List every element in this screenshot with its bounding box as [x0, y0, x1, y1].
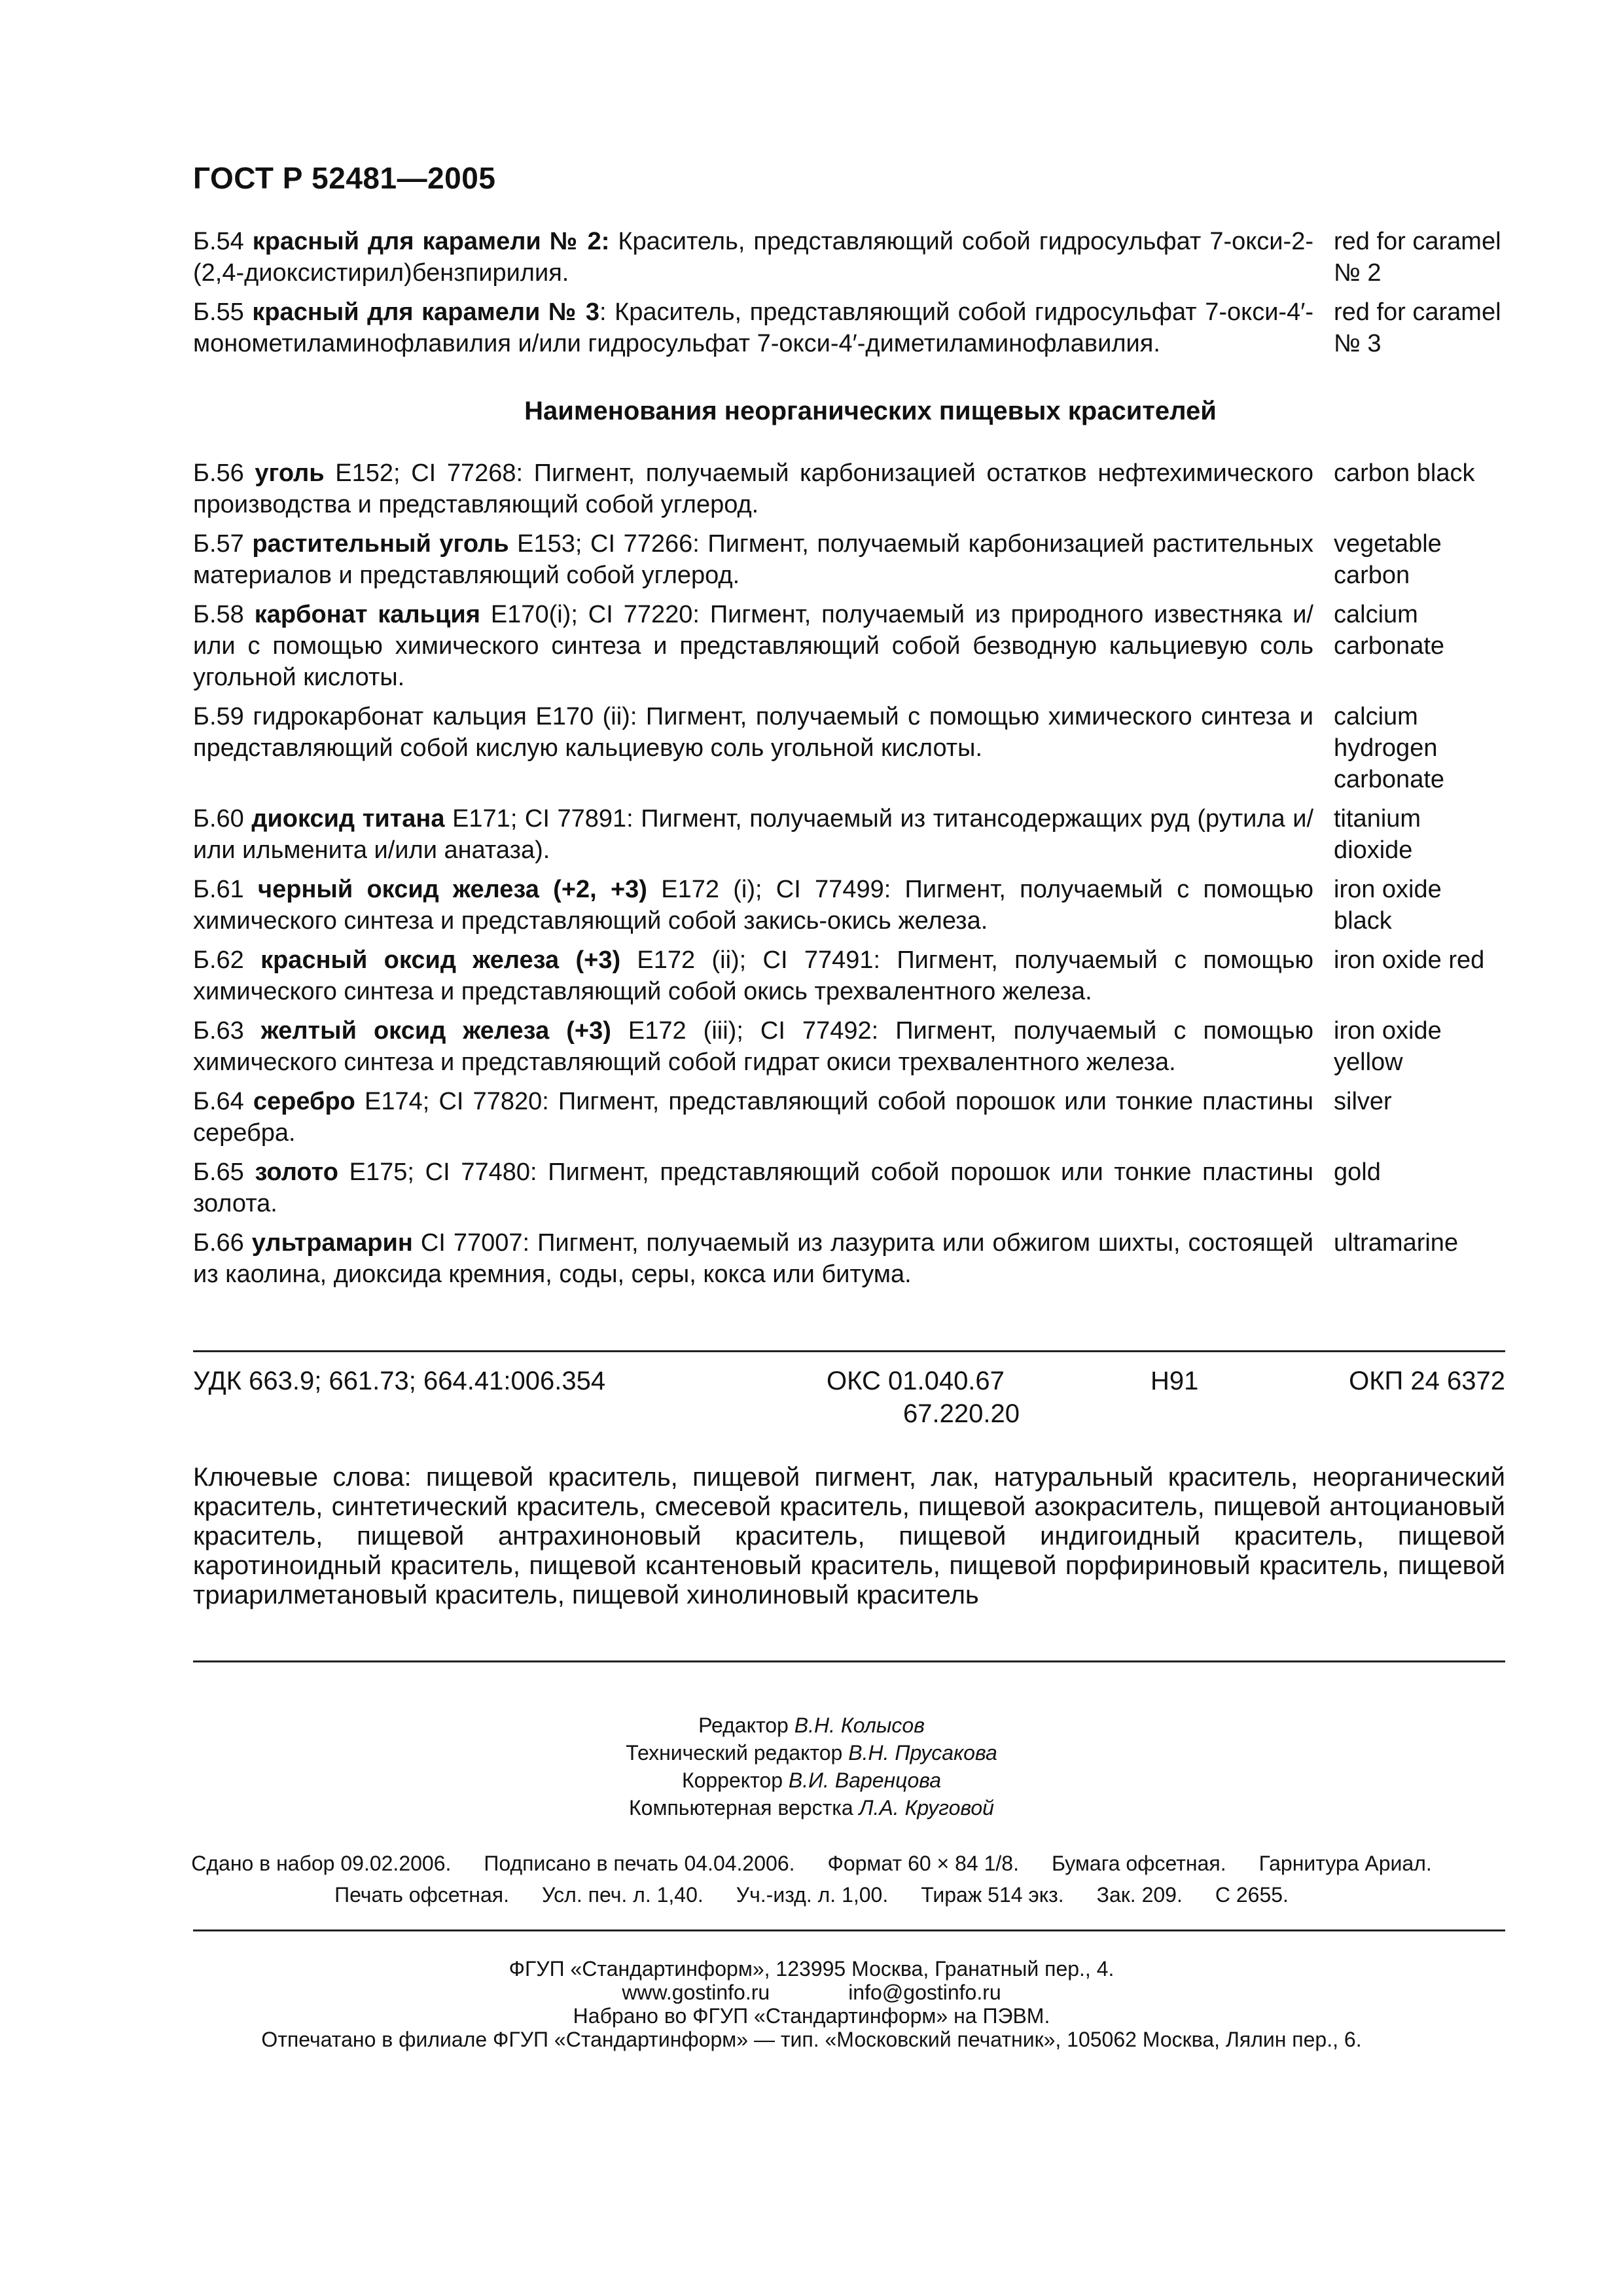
entry-definition: CI 77007: Пигмент, получаемый из лазурита или обжигом шихты, состоящей из каолина, диоксида кремния, соды, серы, кокса или битума. [193, 1229, 1313, 1288]
entry-number: Б.61 [193, 876, 244, 903]
pub-sheets: Уч.-изд. л. 1,00. [736, 1883, 889, 1907]
credit-line [0, 1794, 1623, 1821]
document-number-header: ГОСТ Р 52481—2005 [193, 161, 496, 195]
entry-term: красный для карамели № 3 [252, 298, 599, 326]
credit-role: Технический редактор [626, 1741, 843, 1765]
credit-name: В.Н. Прусакова [848, 1741, 997, 1765]
entry-b57 [193, 528, 1505, 591]
divider-rule [193, 1350, 1505, 1352]
entry-term: красный оксид железа (+3) [260, 946, 621, 974]
entry-english-term: iron oxide yellow [1334, 1017, 1442, 1076]
entry-text [193, 1157, 1313, 1219]
entry-text [193, 226, 1313, 289]
entry-b62 [193, 944, 1505, 1007]
divider-rule [193, 1660, 1505, 1662]
entry-b65 [193, 1157, 1505, 1219]
print-sheets: Усл. печ. л. 1,40. [541, 1883, 704, 1907]
format: Формат 60 × 84 1/8. [827, 1852, 1019, 1875]
entry-b58 [193, 599, 1505, 693]
credit-role: Компьютерная верстка [629, 1796, 853, 1820]
entry-text [193, 1227, 1313, 1290]
entry-b55 [193, 296, 1505, 359]
print-imprint [0, 1848, 1623, 1910]
publisher-address: ФГУП «Стандартинформ», 123995 Москва, Гранатный пер., 4. [508, 1957, 1115, 1981]
credit-name: Л.А. Круговой [859, 1796, 994, 1820]
entry-definition: Е170(i); CI 77220: Пигмент, получаемый из природного известняка и/или с помощью химического синтеза и представляющий собой безводную кальциевую соль угольной кислоты. [193, 601, 1313, 691]
credit-role: Редактор [698, 1713, 789, 1737]
entry-number: Б.59 [193, 703, 244, 730]
entry-english-term: titanium dioxide [1334, 805, 1421, 864]
entry-english-term: ultramarine [1334, 1229, 1459, 1257]
entry-number: Б.56 [193, 459, 244, 487]
entry-b54 [193, 226, 1505, 289]
entry-term: серебро [253, 1088, 355, 1115]
website-link[interactable]: www.gostinfo.ru [622, 1981, 770, 2004]
print-run: Тираж 514 экз. [921, 1883, 1064, 1907]
entry-number: Б.58 [193, 601, 244, 628]
signed-date: Подписано в печать 04.04.2006. [484, 1852, 795, 1875]
credit-line [0, 1712, 1623, 1739]
email-link[interactable]: info@gostinfo.ru [848, 1981, 1001, 2004]
paper: Бумага офсетная. [1051, 1852, 1226, 1875]
oks-code: ОКС 01.040.67 [827, 1367, 1005, 1395]
entry-definition: Е172 (ii); CI 77491: Пигмент, получаемый с помощью химического синтеза и представляющий собой окись трехвалентного железа. [193, 946, 1313, 1005]
entry-term: диоксид титана [251, 805, 445, 833]
entry-number: Б.60 [193, 805, 244, 833]
okp-code: ОКП 24 6372 [1349, 1367, 1505, 1395]
order-number: Зак. 209. [1096, 1883, 1183, 1907]
entry-number: Б.65 [193, 1158, 244, 1186]
credit-line [0, 1739, 1623, 1767]
c-number: С 2655. [1215, 1883, 1289, 1907]
typeface: Гарнитура Ариал. [1258, 1852, 1432, 1875]
entry-b59 [193, 701, 1505, 795]
entry-definition: Е153; CI 77266: Пигмент, получаемый карбонизацией растительных материалов и представляющий собой углерод. [193, 530, 1313, 589]
entry-term: растительный уголь [252, 530, 509, 558]
entry-text [193, 701, 1313, 795]
entry-number: Б.54 [193, 228, 244, 255]
entry-definition: : Краситель, представляющий собой гидросульфат 7-окси-4′-монометиламинофлавилия и/или гидросульфат 7-окси-4′-диметиламинофлавилия. [193, 298, 1313, 357]
keywords-paragraph: Ключевые слова: пищевой краситель, пищевой пигмент, лак, натуральный краситель, неорганический краситель, синтетический краситель, смесевой краситель, пищевой азокраситель, пищевой антоциановый краситель, пищевой антрахиноновый краситель, пищевой индигоидный краситель, пищевой каротиноидный краситель, пищевой ксантеновый краситель, пищевой порфириновый краситель, пищевой триарилметановый краситель, пищевой хинолиновый краситель [193, 1463, 1505, 1609]
entry-definition: Е175; CI 77480: Пигмент, представляющий собой порошок или тонкие пластины золота. [193, 1158, 1313, 1217]
entry-definition: Е172 (i); CI 77499: Пигмент, получаемый с помощью химического синтеза и представляющий собой закись-окись железа. [193, 876, 1314, 935]
imprint-line-1 [0, 1848, 1623, 1879]
entry-term: черный оксид железа (+2, +3) [258, 876, 647, 903]
entry-b64 [193, 1086, 1505, 1149]
submitted-date: Сдано в набор 09.02.2006. [191, 1852, 452, 1875]
entry-text [193, 1015, 1313, 1078]
imprint-line-2 [0, 1879, 1623, 1910]
divider-rule [193, 1929, 1505, 1931]
entry-b56 [193, 457, 1505, 520]
entry-english-term: carbon black [1334, 459, 1475, 487]
entry-english-term: gold [1334, 1158, 1381, 1186]
entry-text [193, 528, 1313, 591]
credit-line [0, 1767, 1623, 1794]
entry-definition: Е174; CI 77820: Пигмент, представляющий собой порошок или тонкие пластины серебра. [193, 1088, 1313, 1147]
entry-number: Б.57 [193, 530, 244, 558]
classification-codes [193, 1365, 1505, 1430]
entry-definition: Краситель, представляющий собой гидросульфат 7-окси-2-(2,4-диоксистирил)бензпирилия. [193, 228, 1313, 287]
entry-english-term: calcium hydrogen carbonate [1334, 703, 1445, 793]
publisher-info [0, 1957, 1623, 2051]
entry-english-term: iron oxide black [1334, 876, 1442, 935]
entry-english-term: iron oxide red [1334, 946, 1485, 974]
entry-text [193, 296, 1313, 359]
entry-english-term: silver [1334, 1088, 1392, 1115]
entry-term: золото [255, 1158, 338, 1186]
udk-code: УДК 663.9; 661.73; 664.41:006.354 [193, 1367, 606, 1395]
entry-number: Б.55 [193, 298, 244, 326]
entry-term: желтый оксид железа (+3) [260, 1017, 611, 1045]
entry-english-term: vegetable carbon [1334, 530, 1442, 589]
entry-number: Б.64 [193, 1088, 244, 1115]
publisher-contacts [0, 1981, 1623, 2004]
entry-term: карбонат кальция [254, 601, 480, 628]
credit-name: В.Н. Колысов [794, 1713, 925, 1737]
entry-text [193, 803, 1313, 866]
typeset-note: Набрано во ФГУП «Стандартинформ» на ПЭВМ. [573, 2004, 1050, 2028]
entry-number: Б.66 [193, 1229, 244, 1257]
entry-english-term: calcium carbonate [1334, 601, 1445, 660]
printed-note: Отпечатано в филиале ФГУП «Стандартинформ» — тип. «Московский печатник», 105062 Москва, Лялин пер., 6. [261, 2028, 1362, 2051]
entry-definition: Е152; CI 77268: Пигмент, получаемый карбонизацией остатков нефтехимического производства и представляющий собой углерод. [193, 459, 1314, 518]
entry-text [193, 874, 1313, 937]
entry-text [193, 599, 1313, 693]
entry-term: красный для карамели № 2: [252, 228, 610, 255]
entry-term: уголь [255, 459, 325, 487]
entry-term: ультрамарин [251, 1229, 413, 1257]
entry-english-term: red for caramel № 2 [1334, 228, 1501, 287]
group-code: Н91 [1150, 1367, 1199, 1395]
section-heading: Наименования неорганических пищевых красителей [524, 397, 1217, 425]
entry-b66 [193, 1227, 1505, 1290]
entry-definition: гидрокарбонат кальция Е170 (ii): Пигмент, получаемый с помощью химического синтеза и представляющий собой кислую кальциевую соль угольной кислоты. [193, 703, 1313, 762]
entry-english-term: red for caramel № 3 [1334, 298, 1501, 357]
credit-role: Корректор [681, 1768, 783, 1792]
entry-b63 [193, 1015, 1505, 1078]
entry-text [193, 1086, 1313, 1149]
entry-text [193, 944, 1313, 1007]
entry-number: Б.62 [193, 946, 244, 974]
printing: Печать офсетная. [334, 1883, 509, 1907]
credit-name: В.И. Варенцова [788, 1768, 942, 1792]
entry-definition: Е172 (iii); CI 77492: Пигмент, получаемый с помощью химического синтеза и представляющий собой гидрат окиси трехвалентного железа. [193, 1017, 1313, 1076]
editorial-credits [0, 1712, 1623, 1821]
entry-number: Б.63 [193, 1017, 244, 1045]
glossary-entries [193, 226, 1505, 1290]
entry-definition: Е171; CI 77891: Пигмент, получаемый из титансодержащих руд (рутила и/или ильменита и/или анатаза). [193, 805, 1314, 864]
entry-b61 [193, 874, 1505, 937]
oks-code-secondary: 67.220.20 [903, 1399, 1020, 1428]
entry-text [193, 457, 1313, 520]
entry-b60 [193, 803, 1505, 866]
